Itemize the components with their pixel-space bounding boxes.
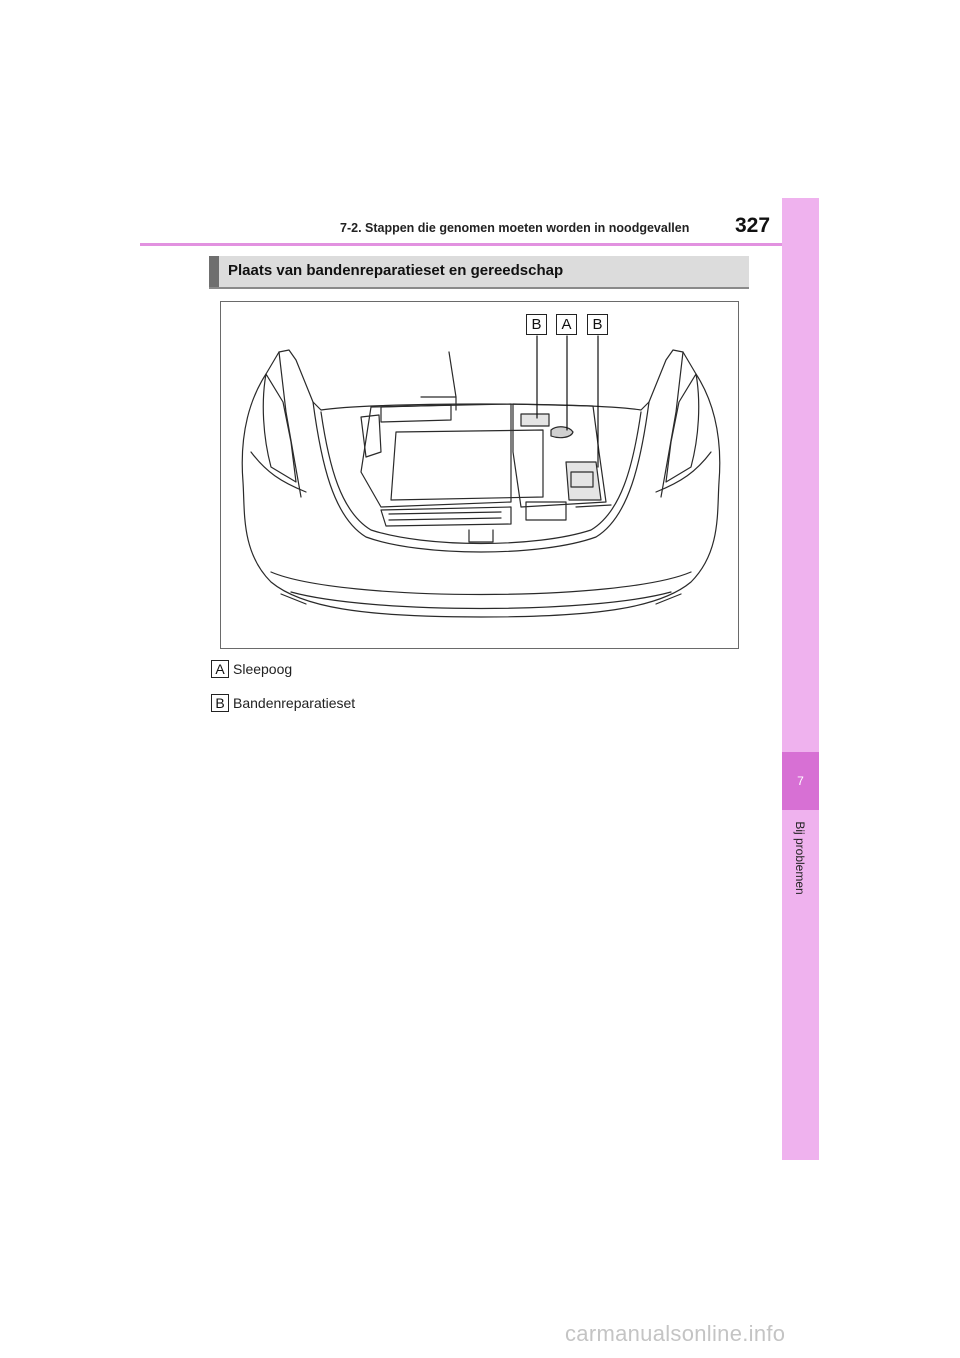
right-taillamp <box>666 374 699 482</box>
chapter-side-label: Bij problemen <box>793 821 807 895</box>
legend-key: A <box>211 660 229 678</box>
luggage-compartment-figure <box>220 301 739 649</box>
left-taillamp <box>263 374 296 482</box>
right-pillar <box>661 352 683 497</box>
legend-key: B <box>211 694 229 712</box>
chapter-side-tab <box>782 198 819 1160</box>
legend-label: Sleepoog <box>233 661 293 677</box>
page-number: 327 <box>735 214 771 237</box>
callout-label-a: A <box>556 314 577 335</box>
callout-label-b: B <box>587 314 608 335</box>
legend-label: Bandenreparatieset <box>233 695 356 711</box>
towing-eye <box>551 427 573 438</box>
section-title: Plaats van bandenreparatieset en gereedschap <box>228 262 564 279</box>
section-heading-accent <box>209 256 219 287</box>
callout-label-b: B <box>526 314 547 335</box>
car-body-outline <box>242 350 720 617</box>
left-pillar <box>279 352 301 497</box>
tire-repair-kit-1 <box>521 414 549 426</box>
car-rear-illustration <box>221 302 739 649</box>
section-heading-underline <box>209 287 749 289</box>
chapter-header-title: 7-2. Stappen die genomen moeten worden in noodgevallen <box>340 221 690 235</box>
trunk-latch <box>469 530 493 542</box>
header-divider <box>140 243 782 246</box>
watermark: carmanualsonline.info <box>565 1321 786 1346</box>
rear-bumper <box>271 572 691 595</box>
chapter-number-tab: 7 <box>782 752 819 810</box>
luggage-floor <box>361 404 511 507</box>
